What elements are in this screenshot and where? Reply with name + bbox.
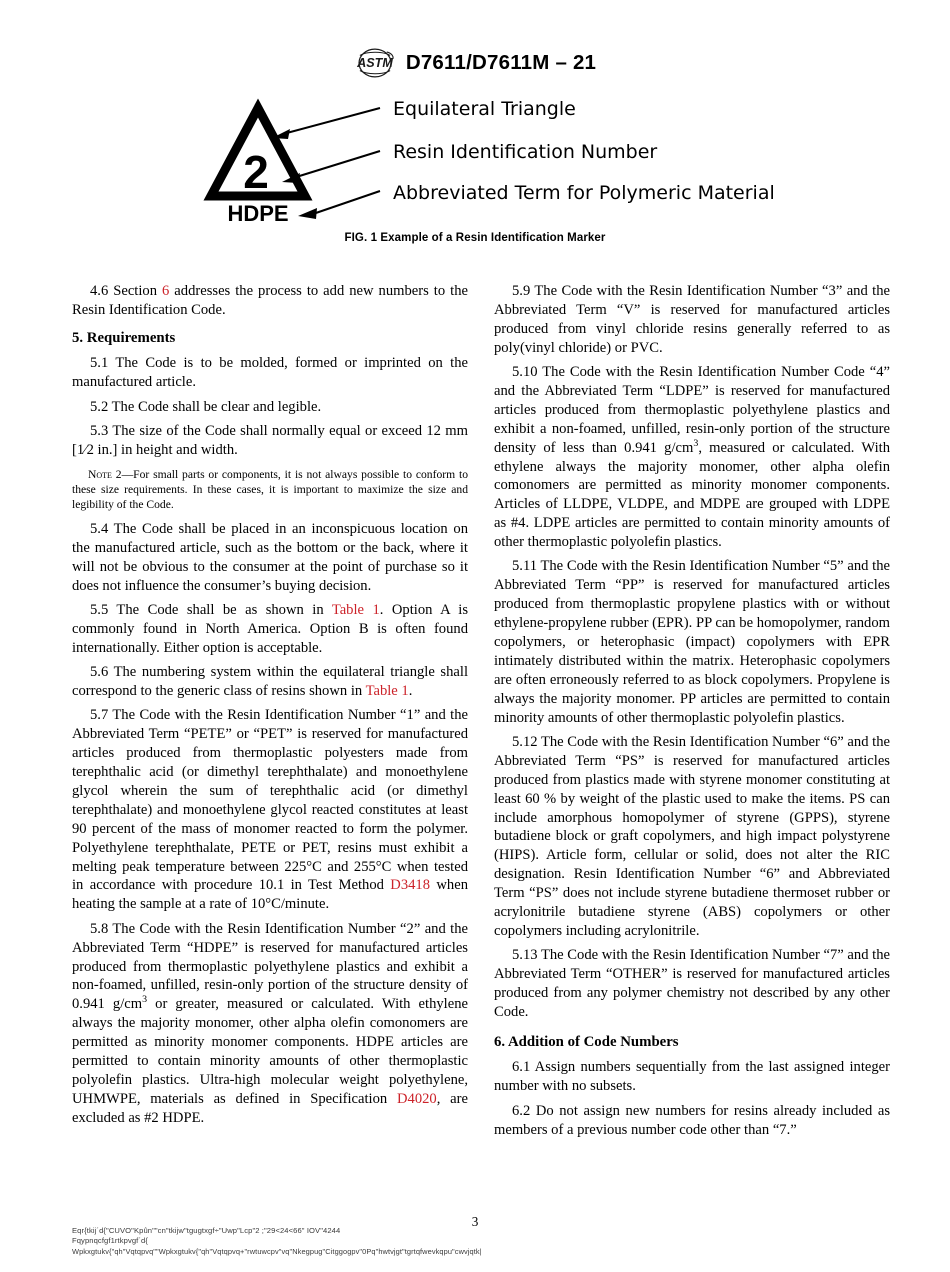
note-body: 2—For small parts or components, it is not always possible to conform to these size requirements. In these cases, it is important to maximize the size and legibility of the Code. [72, 467, 468, 511]
xref-d4020[interactable]: D4020 [397, 1090, 437, 1107]
label-equilateral-triangle: Equilateral Triangle [393, 98, 576, 120]
paragraph-4-6 [72, 282, 468, 320]
svg-text:ASTM: ASTM [356, 56, 393, 71]
xref-d3418[interactable]: D3418 [390, 877, 431, 894]
para-5-6-text-b: . [408, 683, 413, 700]
paragraph-5-9: 5.9 The Code with the Resin Identification Number “3” and the Abbreviated Term “V” is reserved for manufactured articles produced from vinyl chloride resins generally referred to as poly(vinyl chloride) or PVC. [494, 283, 890, 356]
para-5-5-text-b: . Option A is commonly found in North America. Option B is often found internationally. Either option is acceptable. [72, 601, 468, 656]
resin-marker-diagram [0, 96, 950, 226]
para-5-10-text-b: , measured or calculated. With ethylene always the majority monomer, other alpha olefin comonomers are permitted as minority monomer components. Articles of LLDPE, VLDPE, and MDPE are grouped with LDPE as #4. LDPE articles are permitted to contain minority amounts of other thermoplastic polyolefin plastics. [494, 439, 890, 551]
footer-copyright-block [72, 1226, 902, 1257]
standard-designation: D7611/D7611M – 21 [405, 51, 597, 74]
paragraph-5-7 [72, 706, 468, 914]
abbreviation-graphic: HDPE [227, 201, 289, 226]
astm-logo [354, 46, 396, 80]
paragraph-6-1: 6.1 Assign numbers sequentially from the last assigned integer number with no subsets. [494, 1059, 890, 1095]
para-5-7-text-b: when heating the sample at a rate of 10°C/minute. [72, 877, 468, 913]
heading-section-5: 5. Requirements [72, 329, 176, 346]
paragraph-5-4: 5.4 The Code shall be placed in an inconspicuous location on the manufactured article, such as the bottom or the back, where it will not be obvious to the consumer at the point of purchase so it does not influence the consumer’s buying decision. [72, 520, 468, 594]
page-number: 3 [471, 1214, 479, 1229]
footer-line-2: Fqypnqcfgf1rtkpvgf´d{ [72, 1236, 148, 1246]
triangle-number-graphic: 2 [243, 146, 269, 198]
paragraph-5-1: 5.1 The Code is to be molded, formed or imprinted on the manufactured article. [72, 355, 468, 391]
paragraph-5-13: 5.13 The Code with the Resin Identification Number “7” and the Abbreviated Term “OTHER” is reserved for manufactured articles produced from any polymer chemistry not described by any other Code. [494, 947, 890, 1020]
body-columns [72, 282, 890, 1145]
note-2 [72, 467, 468, 512]
paragraph-5-12: 5.12 The Code with the Resin Identification Number “6” and the Abbreviated Term “PS” is reserved for manufactured articles produced from plastics made with styrene monomer constituting at least 60 % by weight of the plastic used to make the items. PS can include amorphous homopolymer of styrene (GPPS), styrene butadiene block or graft copolymers, and high impact polystyrene (HIPS). Article form, cellular or solid, does not alter the RIC designation. Resin Identification Number “6” and Abbreviated Term “PS” does not include styrene butadiene thermoset rubber or acrylonitrile butadiene styrene (ABS) copolymers or other copolymers including acrylonitrile. [494, 733, 890, 939]
xref-section-6[interactable]: 6 [162, 283, 170, 299]
right-column [494, 282, 890, 1145]
para-5-8-text-c: , are excluded as #2 HDPE. [72, 1090, 468, 1126]
footer-line-1: Eqr{tkij´d{"CUVO"Kpûn""cn"tkijw"tgugtxgf÷"Uwp"Lcp"2 ;"29<24<66" IOV"4244 [72, 1226, 341, 1235]
figure-artwork [0, 96, 950, 226]
figure-1 [0, 96, 950, 244]
paragraph-5-6 [72, 663, 468, 701]
paragraph-5-11: 5.11 The Code with the Resin Identification Number “5” and the Abbreviated Term “PP” is reserved for manufactured articles produced from thermoplastic propylene plastics with or without ethylene-propylene rubber (EPR). PP can be homopolymer, random copolymers, or heterophasic (impact) copolymers with EPR intimately distributed within the matrix. Heterophasic copolymers are often erroneously referred to as block copolymers. Propylene is always the majority monomer. PP articles are permitted to contain minority amounts of other thermoplastic polyolefin plastics. [494, 558, 890, 726]
para-5-7-text-a: 5.7 The Code with the Resin Identification Number “1” and the Abbreviated Term “PETE” or “PET” is reserved for manufactured articles produced from thermoplastic polyesters made from terephthalic acid (or dimethyl terephthalate) and monoethylene glycol wherein the sum of terephthalic acid (or dimethyl terephthalate) and monoethylene glycol reacted constitutes at least 90 percent of the mass of monomer reacted to form the polymer. Polyethylene terephthalate, PETE or PET, resins must exhibit a melting peak temperature between 225°C and 255°C when tested in accordance with procedure 10.1 in Test Method [72, 707, 468, 894]
para-5-8-text-b: or greater, measured or calculated. With ethylene always the majority monomer, other alpha olefin comonomers are permitted as minority monomer components. HDPE articles are permitted to contain minority amounts of other thermoplastic polyolefin plastics. Ultra-high molecular weight polyethylene, UHMWPE, materials as defined in Specification [72, 996, 468, 1107]
note-label: Note [88, 467, 112, 481]
left-column [72, 282, 468, 1145]
paragraph-5-3: 5.3 The size of the Code shall normally equal or exceed 12 mm [1⁄2 in.] in height and width. [72, 422, 468, 458]
xref-table-1-b[interactable]: Table 1 [365, 683, 409, 700]
paragraph-5-2: 5.2 The Code shall be clear and legible. [90, 398, 322, 415]
para-5-10-text-a: 5.10 The Code with the Resin Identification Number Code “4” and the Abbreviated Term “LDPE” is reserved for manufactured articles produced from thermoplastic polyethylene plastics and exhibit a non-foamed, unfilled, resin-only portion of the structure density of less than 0.941 g/cm [494, 364, 890, 456]
superscript-cubic: 3 [142, 994, 148, 1006]
superscript-cubic: 3 [693, 437, 699, 449]
label-abbreviated-term: Abbreviated Term for Polymeric Material [393, 182, 775, 204]
paragraph-5-8 [72, 920, 468, 1128]
label-resin-identification-number: Resin Identification Number [393, 141, 658, 163]
document-header [0, 46, 950, 80]
footer-line-3: Wpkxgtukv{"qh"Vqtqpvq""Wpkxgtukv{"qh"Vqtqpvq+"rwtuwcpv"vq"Nkegpug"Citggogpv"0Pq"hwtvjgt"tgrtqfwevkqpu"cwvjqtk| [72, 1246, 482, 1256]
paragraph-5-5 [72, 601, 468, 658]
para-4-6-text-b: addresses the process to add new numbers to the Resin Identification Code. [72, 283, 468, 318]
figure-caption: FIG. 1 Example of a Resin Identification Marker [344, 232, 606, 244]
para-5-5-text-a: 5.5 The Code shall be as shown in [90, 601, 332, 618]
para-5-6-text-a: 5.6 The numbering system within the equilateral triangle shall correspond to the generic class of resins shown in [72, 664, 468, 700]
xref-table-1-a[interactable]: Table 1 [331, 601, 380, 618]
heading-section-6: 6. Addition of Code Numbers [494, 1033, 679, 1050]
paragraph-6-2: 6.2 Do not assign new numbers for resins already included as members of a previous number code other than “7.” [494, 1102, 890, 1138]
para-5-8-text-a: 5.8 The Code with the Resin Identification Number “2” and the Abbreviated Term “HDPE” is reserved for manufactured articles produced from thermoplastic polyethylene plastics and exhibit a non-foamed, unfilled, resin-only portion of the structure density of 0.941 g/cm [72, 920, 468, 1013]
para-4-6-text-a: 4.6 Section [90, 283, 163, 299]
paragraph-5-10 [494, 363, 890, 552]
